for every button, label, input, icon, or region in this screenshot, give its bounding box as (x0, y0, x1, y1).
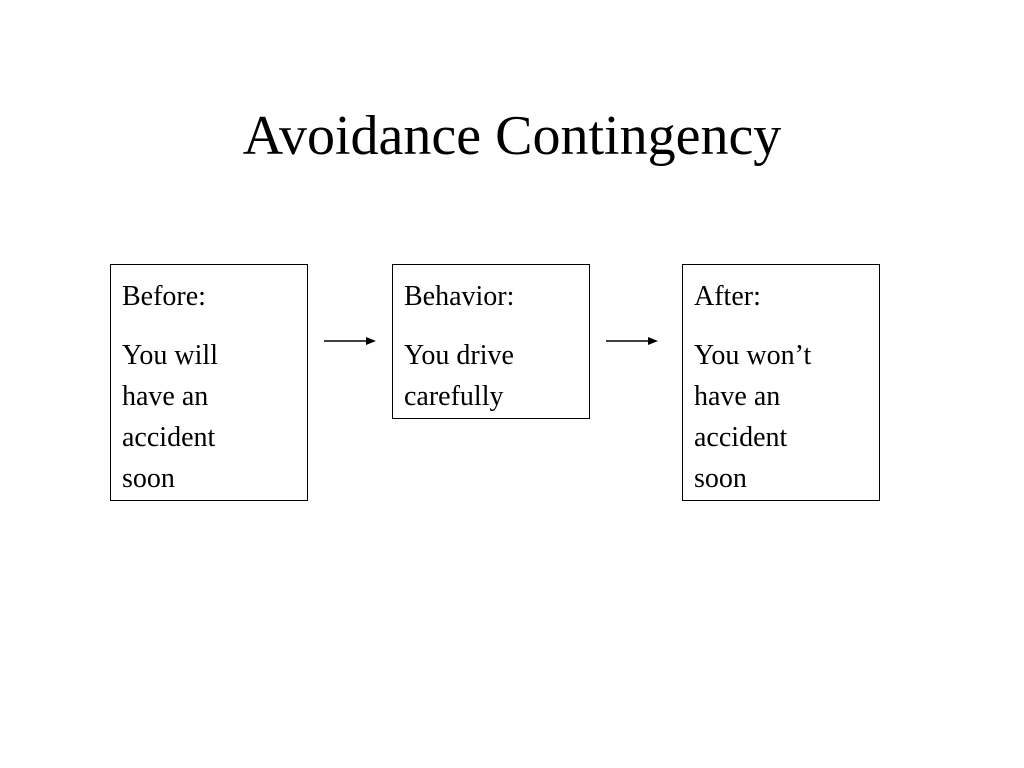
behavior-heading: Behavior: (404, 281, 515, 312)
after-body (694, 335, 869, 499)
before-line: soon (122, 463, 175, 494)
after-box (682, 264, 880, 501)
behavior-line: You drive (404, 340, 514, 371)
arrow-right-icon (604, 335, 660, 347)
after-line: soon (694, 463, 747, 494)
behavior-body (404, 335, 579, 417)
behavior-box (392, 264, 590, 419)
before-line: have an (122, 381, 209, 412)
before-body (122, 335, 297, 499)
arrow-right-icon (322, 335, 378, 347)
slide-title: Avoidance Contingency (242, 105, 782, 167)
before-line: accident (122, 422, 216, 453)
after-line: have an (694, 381, 781, 412)
before-box (110, 264, 308, 501)
after-line: accident (694, 422, 788, 453)
after-heading: After: (694, 281, 761, 312)
before-line: You will (122, 340, 218, 371)
behavior-line: carefully (404, 381, 504, 412)
before-heading: Before: (122, 281, 206, 312)
after-line: You won’t (694, 340, 812, 371)
